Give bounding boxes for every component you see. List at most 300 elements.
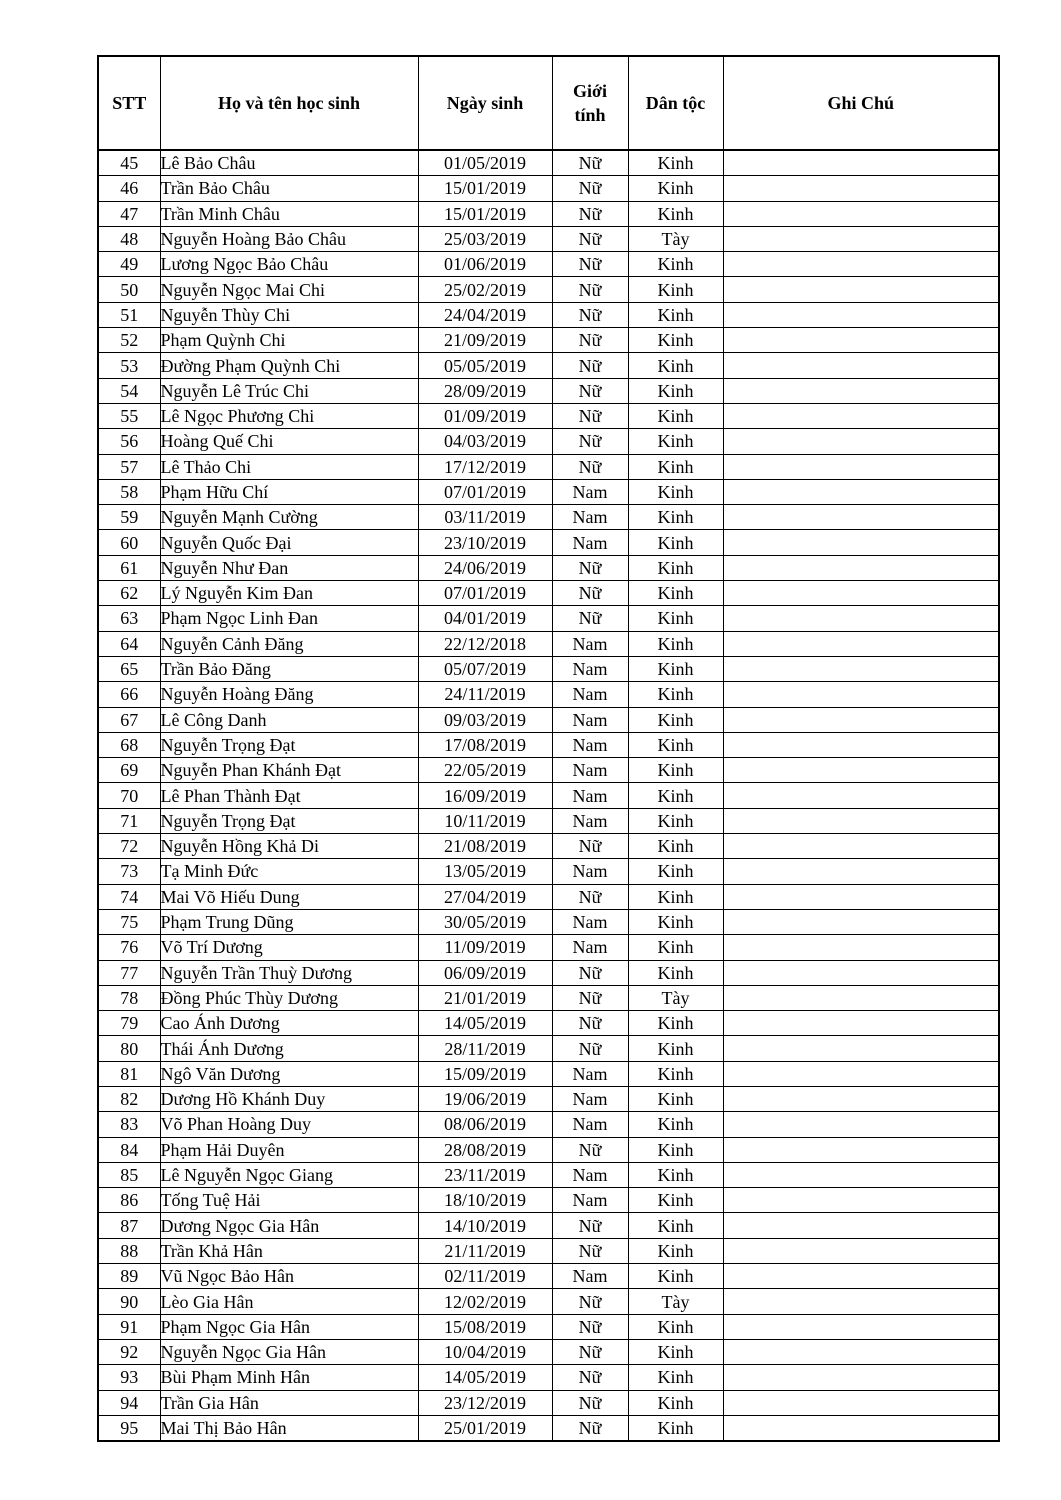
cell-date-of-birth: 02/11/2019 (418, 1264, 552, 1289)
cell-student-name: Bùi Phạm Minh Hân (160, 1365, 418, 1390)
cell-gender: Nữ (552, 1137, 628, 1162)
cell-date-of-birth: 25/02/2019 (418, 277, 552, 302)
cell-stt: 54 (98, 378, 160, 403)
cell-gender: Nữ (552, 302, 628, 327)
cell-stt: 58 (98, 479, 160, 504)
cell-gender: Nữ (552, 960, 628, 985)
cell-note (723, 808, 999, 833)
cell-date-of-birth: 08/06/2019 (418, 1112, 552, 1137)
cell-gender: Nam (552, 859, 628, 884)
cell-ethnicity: Kinh (628, 1086, 723, 1111)
cell-ethnicity: Kinh (628, 454, 723, 479)
cell-stt: 79 (98, 1011, 160, 1036)
cell-note (723, 201, 999, 226)
cell-gender: Nữ (552, 1213, 628, 1238)
table-row (98, 1238, 999, 1263)
cell-note (723, 176, 999, 201)
cell-gender: Nam (552, 1112, 628, 1137)
cell-ethnicity: Kinh (628, 505, 723, 530)
cell-student-name: Nguyễn Phan Khánh Đạt (160, 758, 418, 783)
cell-student-name: Nguyễn Hồng Khả Di (160, 834, 418, 859)
cell-student-name: Lê Phan Thành Đạt (160, 783, 418, 808)
cell-ethnicity: Kinh (628, 1264, 723, 1289)
cell-gender: Nam (552, 505, 628, 530)
cell-stt: 68 (98, 732, 160, 757)
cell-stt: 82 (98, 1086, 160, 1111)
cell-note (723, 581, 999, 606)
cell-date-of-birth: 27/04/2019 (418, 884, 552, 909)
cell-ethnicity: Kinh (628, 302, 723, 327)
cell-note (723, 656, 999, 681)
table-row (98, 1061, 999, 1086)
cell-gender: Nữ (552, 1238, 628, 1263)
cell-date-of-birth: 25/01/2019 (418, 1415, 552, 1441)
table-row (98, 1365, 999, 1390)
cell-stt: 64 (98, 631, 160, 656)
cell-student-name: Tống Tuệ Hải (160, 1188, 418, 1213)
cell-student-name: Mai Võ Hiếu Dung (160, 884, 418, 909)
cell-stt: 62 (98, 581, 160, 606)
cell-date-of-birth: 24/06/2019 (418, 555, 552, 580)
cell-student-name: Lê Công Danh (160, 707, 418, 732)
table-row (98, 859, 999, 884)
cell-ethnicity: Kinh (628, 1339, 723, 1364)
cell-date-of-birth: 24/11/2019 (418, 682, 552, 707)
header-stt: STT (98, 56, 160, 150)
cell-note (723, 935, 999, 960)
cell-gender: Nữ (552, 581, 628, 606)
cell-ethnicity: Tày (628, 1289, 723, 1314)
cell-note (723, 1314, 999, 1339)
cell-student-name: Phạm Hữu Chí (160, 479, 418, 504)
cell-stt: 70 (98, 783, 160, 808)
cell-note (723, 732, 999, 757)
table-row (98, 606, 999, 631)
cell-ethnicity: Kinh (628, 783, 723, 808)
cell-student-name: Lý Nguyễn Kim Đan (160, 581, 418, 606)
cell-date-of-birth: 22/05/2019 (418, 758, 552, 783)
cell-student-name: Trần Minh Châu (160, 201, 418, 226)
cell-stt: 95 (98, 1415, 160, 1441)
cell-ethnicity: Kinh (628, 353, 723, 378)
cell-ethnicity: Kinh (628, 682, 723, 707)
cell-student-name: Phạm Ngọc Linh Đan (160, 606, 418, 631)
cell-stt: 84 (98, 1137, 160, 1162)
cell-date-of-birth: 15/09/2019 (418, 1061, 552, 1086)
cell-student-name: Nguyễn Quốc Đại (160, 530, 418, 555)
cell-date-of-birth: 12/02/2019 (418, 1289, 552, 1314)
cell-ethnicity: Kinh (628, 1238, 723, 1263)
cell-date-of-birth: 14/10/2019 (418, 1213, 552, 1238)
table-header-row (98, 56, 999, 150)
cell-ethnicity: Kinh (628, 1314, 723, 1339)
cell-ethnicity: Kinh (628, 909, 723, 934)
cell-student-name: Ngô Văn Dương (160, 1061, 418, 1086)
cell-stt: 63 (98, 606, 160, 631)
cell-gender: Nữ (552, 252, 628, 277)
table-row (98, 682, 999, 707)
cell-stt: 78 (98, 985, 160, 1010)
table-row (98, 226, 999, 251)
table-row (98, 1390, 999, 1415)
cell-note (723, 1213, 999, 1238)
cell-note (723, 1086, 999, 1111)
cell-stt: 45 (98, 150, 160, 176)
cell-ethnicity: Kinh (628, 1036, 723, 1061)
cell-date-of-birth: 23/12/2019 (418, 1390, 552, 1415)
cell-date-of-birth: 30/05/2019 (418, 909, 552, 934)
header-gender-line1: Giới (573, 81, 607, 101)
cell-ethnicity: Kinh (628, 1188, 723, 1213)
cell-gender: Nam (552, 758, 628, 783)
cell-date-of-birth: 24/04/2019 (418, 302, 552, 327)
cell-date-of-birth: 09/03/2019 (418, 707, 552, 732)
cell-date-of-birth: 07/01/2019 (418, 479, 552, 504)
cell-gender: Nam (552, 1264, 628, 1289)
table-row (98, 454, 999, 479)
cell-ethnicity: Kinh (628, 1137, 723, 1162)
cell-gender: Nữ (552, 1011, 628, 1036)
cell-stt: 87 (98, 1213, 160, 1238)
table-row (98, 909, 999, 934)
cell-date-of-birth: 17/12/2019 (418, 454, 552, 479)
table-row (98, 1339, 999, 1364)
cell-stt: 72 (98, 834, 160, 859)
cell-date-of-birth: 15/08/2019 (418, 1314, 552, 1339)
cell-stt: 80 (98, 1036, 160, 1061)
table-row (98, 707, 999, 732)
cell-stt: 83 (98, 1112, 160, 1137)
cell-note (723, 758, 999, 783)
cell-ethnicity: Kinh (628, 834, 723, 859)
cell-gender: Nam (552, 1086, 628, 1111)
table-row (98, 808, 999, 833)
cell-date-of-birth: 21/01/2019 (418, 985, 552, 1010)
table-row (98, 328, 999, 353)
cell-date-of-birth: 21/11/2019 (418, 1238, 552, 1263)
cell-ethnicity: Kinh (628, 201, 723, 226)
cell-ethnicity: Kinh (628, 1390, 723, 1415)
cell-note (723, 505, 999, 530)
cell-stt: 76 (98, 935, 160, 960)
table-row (98, 403, 999, 428)
cell-gender: Nữ (552, 201, 628, 226)
table-row (98, 1011, 999, 1036)
cell-gender: Nữ (552, 277, 628, 302)
cell-student-name: Lê Thảo Chi (160, 454, 418, 479)
cell-stt: 48 (98, 226, 160, 251)
cell-note (723, 378, 999, 403)
cell-gender: Nam (552, 1188, 628, 1213)
cell-date-of-birth: 10/11/2019 (418, 808, 552, 833)
table-row (98, 1289, 999, 1314)
cell-note (723, 403, 999, 428)
cell-gender: Nam (552, 530, 628, 555)
cell-stt: 53 (98, 353, 160, 378)
cell-student-name: Lèo Gia Hân (160, 1289, 418, 1314)
cell-date-of-birth: 14/05/2019 (418, 1011, 552, 1036)
cell-gender: Nữ (552, 226, 628, 251)
cell-gender: Nữ (552, 1289, 628, 1314)
cell-note (723, 783, 999, 808)
cell-gender: Nam (552, 909, 628, 934)
table-row (98, 732, 999, 757)
cell-gender: Nữ (552, 429, 628, 454)
cell-stt: 65 (98, 656, 160, 681)
cell-ethnicity: Tày (628, 226, 723, 251)
cell-ethnicity: Kinh (628, 960, 723, 985)
cell-stt: 52 (98, 328, 160, 353)
cell-date-of-birth: 15/01/2019 (418, 201, 552, 226)
cell-student-name: Đồng Phúc Thùy Dương (160, 985, 418, 1010)
table-row (98, 555, 999, 580)
cell-student-name: Nguyễn Trọng Đạt (160, 808, 418, 833)
cell-student-name: Nguyễn Hoàng Đăng (160, 682, 418, 707)
cell-ethnicity: Tày (628, 985, 723, 1010)
table-row (98, 150, 999, 176)
cell-note (723, 1112, 999, 1137)
table-row (98, 581, 999, 606)
cell-note (723, 1365, 999, 1390)
cell-date-of-birth: 17/08/2019 (418, 732, 552, 757)
cell-stt: 66 (98, 682, 160, 707)
header-student-name: Họ và tên học sinh (160, 56, 418, 150)
cell-student-name: Mai Thị Bảo Hân (160, 1415, 418, 1441)
cell-date-of-birth: 15/01/2019 (418, 176, 552, 201)
table-row (98, 353, 999, 378)
header-gender (552, 56, 628, 150)
cell-note (723, 834, 999, 859)
cell-ethnicity: Kinh (628, 884, 723, 909)
cell-stt: 47 (98, 201, 160, 226)
cell-date-of-birth: 05/07/2019 (418, 656, 552, 681)
cell-gender: Nữ (552, 150, 628, 176)
cell-note (723, 1162, 999, 1187)
cell-ethnicity: Kinh (628, 429, 723, 454)
cell-stt: 88 (98, 1238, 160, 1263)
cell-ethnicity: Kinh (628, 530, 723, 555)
cell-gender: Nữ (552, 985, 628, 1010)
table-row (98, 1036, 999, 1061)
cell-note (723, 631, 999, 656)
cell-date-of-birth: 04/01/2019 (418, 606, 552, 631)
cell-note (723, 707, 999, 732)
cell-student-name: Lê Nguyễn Ngọc Giang (160, 1162, 418, 1187)
cell-ethnicity: Kinh (628, 656, 723, 681)
table-row (98, 429, 999, 454)
cell-note (723, 1036, 999, 1061)
cell-student-name: Tạ Minh Đức (160, 859, 418, 884)
cell-stt: 73 (98, 859, 160, 884)
cell-date-of-birth: 21/09/2019 (418, 328, 552, 353)
cell-gender: Nữ (552, 606, 628, 631)
cell-note (723, 530, 999, 555)
cell-student-name: Phạm Ngọc Gia Hân (160, 1314, 418, 1339)
cell-stt: 69 (98, 758, 160, 783)
cell-stt: 86 (98, 1188, 160, 1213)
cell-ethnicity: Kinh (628, 606, 723, 631)
cell-note (723, 252, 999, 277)
cell-note (723, 277, 999, 302)
cell-note (723, 985, 999, 1010)
cell-note (723, 859, 999, 884)
table-row (98, 631, 999, 656)
cell-date-of-birth: 01/09/2019 (418, 403, 552, 428)
cell-note (723, 606, 999, 631)
cell-student-name: Phạm Quỳnh Chi (160, 328, 418, 353)
cell-ethnicity: Kinh (628, 732, 723, 757)
cell-date-of-birth: 13/05/2019 (418, 859, 552, 884)
cell-gender: Nam (552, 783, 628, 808)
cell-student-name: Phạm Trung Dũng (160, 909, 418, 934)
cell-gender: Nam (552, 732, 628, 757)
cell-ethnicity: Kinh (628, 581, 723, 606)
cell-stt: 51 (98, 302, 160, 327)
cell-student-name: Trần Gia Hân (160, 1390, 418, 1415)
cell-gender: Nam (552, 935, 628, 960)
cell-gender: Nam (552, 707, 628, 732)
cell-stt: 92 (98, 1339, 160, 1364)
cell-ethnicity: Kinh (628, 1213, 723, 1238)
cell-date-of-birth: 25/03/2019 (418, 226, 552, 251)
cell-student-name: Nguyễn Như Đan (160, 555, 418, 580)
cell-note (723, 909, 999, 934)
cell-student-name: Lê Bảo Châu (160, 150, 418, 176)
cell-student-name: Nguyễn Lê Trúc Chi (160, 378, 418, 403)
table-row (98, 1112, 999, 1137)
cell-note (723, 1238, 999, 1263)
header-gender-line2: tính (574, 105, 606, 125)
cell-stt: 60 (98, 530, 160, 555)
cell-stt: 91 (98, 1314, 160, 1339)
table-row (98, 1415, 999, 1441)
cell-ethnicity: Kinh (628, 631, 723, 656)
table-row (98, 834, 999, 859)
table-row (98, 302, 999, 327)
cell-ethnicity: Kinh (628, 1112, 723, 1137)
cell-note (723, 1011, 999, 1036)
cell-note (723, 1264, 999, 1289)
cell-gender: Nam (552, 656, 628, 681)
cell-date-of-birth: 16/09/2019 (418, 783, 552, 808)
cell-date-of-birth: 22/12/2018 (418, 631, 552, 656)
cell-date-of-birth: 10/04/2019 (418, 1339, 552, 1364)
cell-gender: Nam (552, 479, 628, 504)
cell-note (723, 353, 999, 378)
cell-stt: 74 (98, 884, 160, 909)
cell-ethnicity: Kinh (628, 1061, 723, 1086)
table-row (98, 252, 999, 277)
table-row (98, 378, 999, 403)
cell-stt: 59 (98, 505, 160, 530)
cell-note (723, 1339, 999, 1364)
cell-gender: Nam (552, 1162, 628, 1187)
cell-date-of-birth: 18/10/2019 (418, 1188, 552, 1213)
table-row (98, 1086, 999, 1111)
cell-ethnicity: Kinh (628, 859, 723, 884)
cell-stt: 71 (98, 808, 160, 833)
cell-gender: Nữ (552, 378, 628, 403)
cell-note (723, 429, 999, 454)
cell-student-name: Nguyễn Cảnh Đăng (160, 631, 418, 656)
cell-stt: 46 (98, 176, 160, 201)
table-row (98, 935, 999, 960)
cell-date-of-birth: 11/09/2019 (418, 935, 552, 960)
cell-ethnicity: Kinh (628, 277, 723, 302)
cell-ethnicity: Kinh (628, 378, 723, 403)
cell-gender: Nam (552, 808, 628, 833)
cell-ethnicity: Kinh (628, 707, 723, 732)
cell-stt: 57 (98, 454, 160, 479)
cell-student-name: Trần Bảo Đăng (160, 656, 418, 681)
cell-ethnicity: Kinh (628, 808, 723, 833)
table-row (98, 505, 999, 530)
cell-date-of-birth: 01/05/2019 (418, 150, 552, 176)
cell-date-of-birth: 23/10/2019 (418, 530, 552, 555)
cell-student-name: Thái Ánh Dương (160, 1036, 418, 1061)
cell-gender: Nữ (552, 1415, 628, 1441)
cell-note (723, 454, 999, 479)
cell-date-of-birth: 28/08/2019 (418, 1137, 552, 1162)
cell-gender: Nữ (552, 353, 628, 378)
cell-student-name: Nguyễn Ngọc Mai Chi (160, 277, 418, 302)
cell-date-of-birth: 06/09/2019 (418, 960, 552, 985)
table-row (98, 656, 999, 681)
cell-note (723, 555, 999, 580)
cell-gender: Nữ (552, 454, 628, 479)
cell-gender: Nữ (552, 176, 628, 201)
cell-gender: Nữ (552, 328, 628, 353)
cell-student-name: Nguyễn Trọng Đạt (160, 732, 418, 757)
cell-date-of-birth: 07/01/2019 (418, 581, 552, 606)
cell-note (723, 1137, 999, 1162)
cell-stt: 81 (98, 1061, 160, 1086)
cell-note (723, 150, 999, 176)
cell-note (723, 1415, 999, 1441)
cell-student-name: Dương Hồ Khánh Duy (160, 1086, 418, 1111)
cell-note (723, 1289, 999, 1314)
table-row (98, 960, 999, 985)
table-row (98, 1137, 999, 1162)
cell-gender: Nữ (552, 884, 628, 909)
table-row (98, 176, 999, 201)
cell-stt: 93 (98, 1365, 160, 1390)
cell-note (723, 1061, 999, 1086)
cell-date-of-birth: 21/08/2019 (418, 834, 552, 859)
cell-student-name: Nguyễn Thùy Chi (160, 302, 418, 327)
cell-ethnicity: Kinh (628, 252, 723, 277)
cell-note (723, 302, 999, 327)
cell-ethnicity: Kinh (628, 935, 723, 960)
cell-stt: 50 (98, 277, 160, 302)
table-row (98, 479, 999, 504)
cell-gender: Nữ (552, 1339, 628, 1364)
cell-student-name: Lương Ngọc Bảo Châu (160, 252, 418, 277)
cell-student-name: Trần Khả Hân (160, 1238, 418, 1263)
cell-ethnicity: Kinh (628, 1415, 723, 1441)
cell-note (723, 479, 999, 504)
cell-stt: 49 (98, 252, 160, 277)
cell-gender: Nữ (552, 403, 628, 428)
cell-gender: Nữ (552, 1314, 628, 1339)
cell-ethnicity: Kinh (628, 1162, 723, 1187)
cell-student-name: Nguyễn Mạnh Cường (160, 505, 418, 530)
cell-note (723, 884, 999, 909)
cell-stt: 90 (98, 1289, 160, 1314)
cell-ethnicity: Kinh (628, 176, 723, 201)
table-row (98, 530, 999, 555)
cell-date-of-birth: 14/05/2019 (418, 1365, 552, 1390)
